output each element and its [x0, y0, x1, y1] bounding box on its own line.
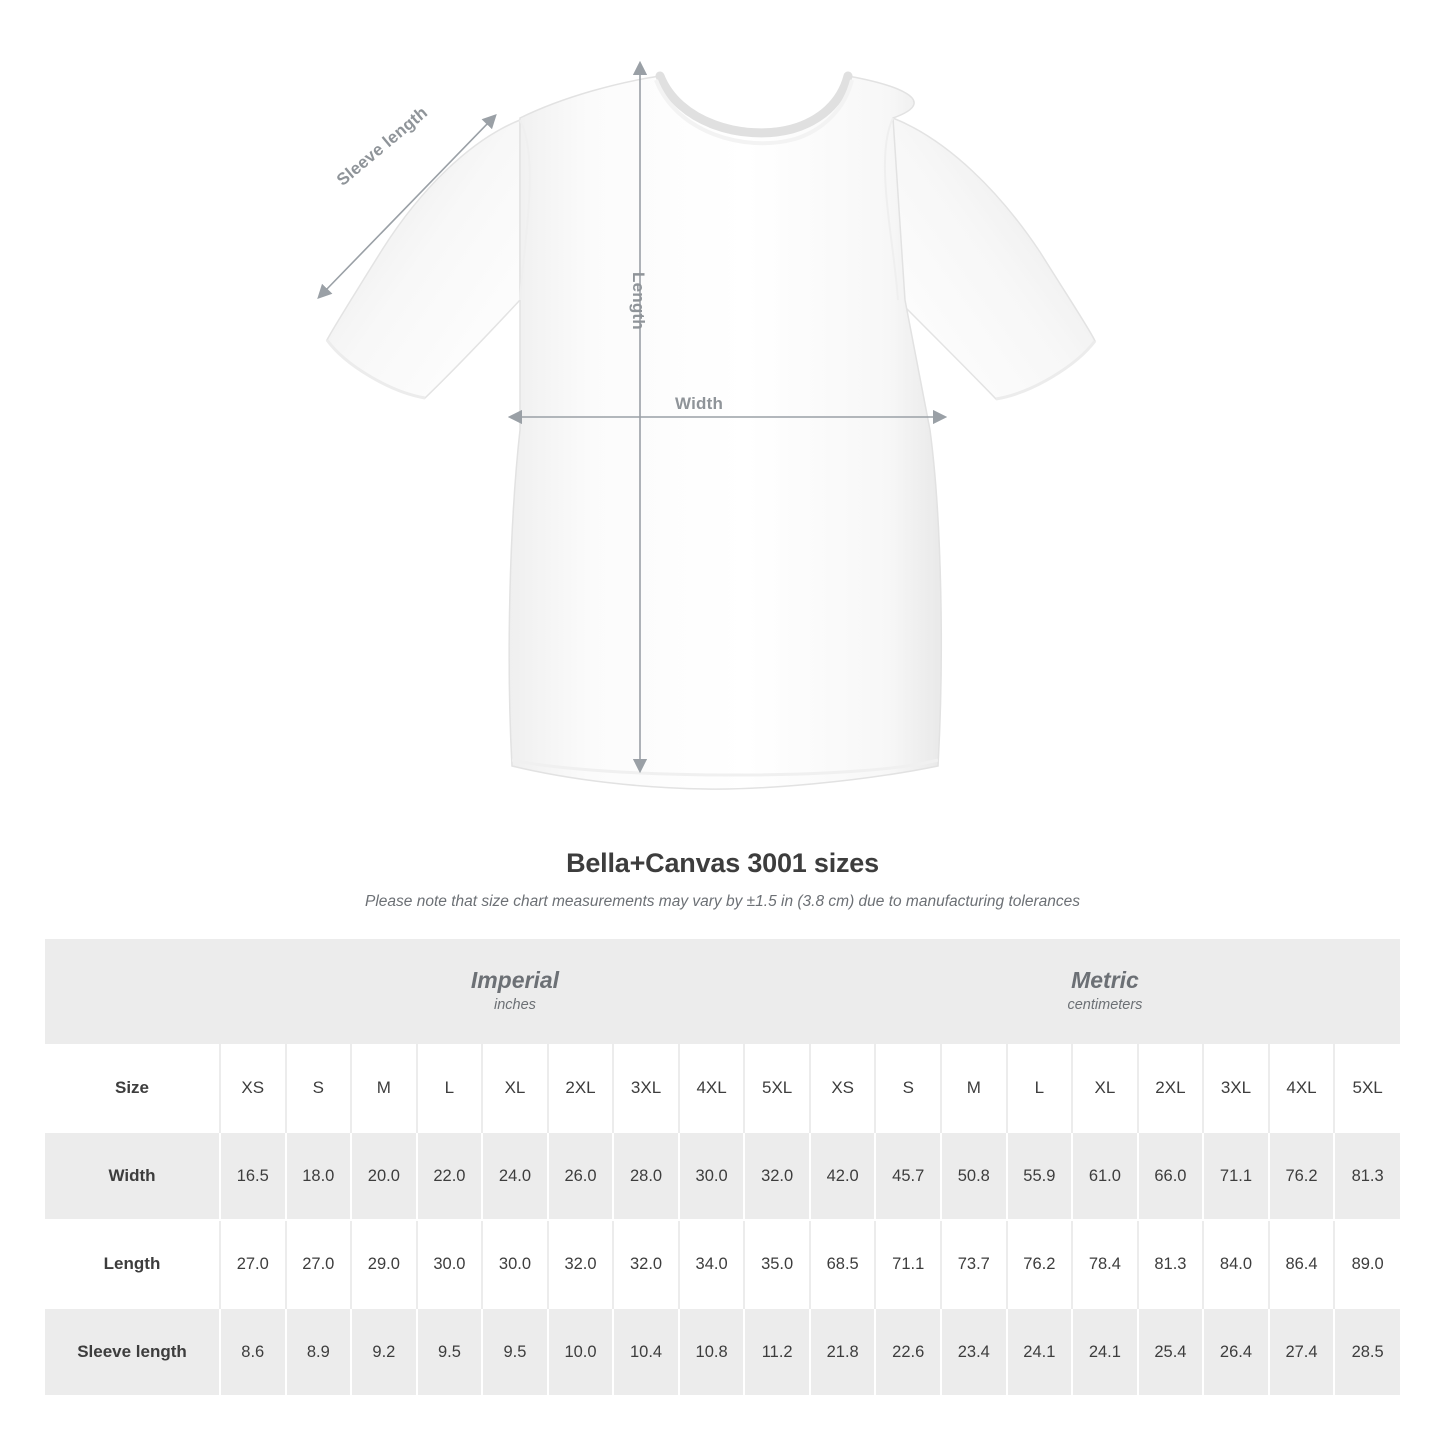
cell-width: 61.0	[1072, 1132, 1138, 1220]
unit-group-imperial	[220, 939, 810, 1044]
cell-length: 78.4	[1072, 1220, 1138, 1308]
cell-sleeve: 9.5	[417, 1308, 483, 1395]
table-row	[45, 1220, 1400, 1308]
size-col-header: 4XL	[679, 1044, 745, 1132]
size-col-header: S	[875, 1044, 941, 1132]
size-col-header: XL	[482, 1044, 548, 1132]
cell-length: 86.4	[1269, 1220, 1335, 1308]
size-col-header: M	[351, 1044, 417, 1132]
cell-length: 27.0	[286, 1220, 352, 1308]
length-label: Length	[629, 272, 648, 330]
cell-sleeve: 28.5	[1334, 1308, 1400, 1395]
tshirt-shape	[327, 76, 1095, 789]
size-header-row	[45, 1044, 1400, 1132]
size-col-header: 3XL	[613, 1044, 679, 1132]
cell-sleeve: 10.8	[679, 1308, 745, 1395]
cell-width: 26.0	[548, 1132, 614, 1220]
cell-width: 45.7	[875, 1132, 941, 1220]
cell-sleeve: 10.0	[548, 1308, 614, 1395]
size-col-header: 5XL	[744, 1044, 810, 1132]
unit-group-imperial-name: Imperial	[470, 966, 560, 993]
cell-length: 34.0	[679, 1220, 745, 1308]
size-col-header: L	[417, 1044, 483, 1132]
cell-width: 28.0	[613, 1132, 679, 1220]
cell-sleeve: 8.9	[286, 1308, 352, 1395]
size-col-header: S	[286, 1044, 352, 1132]
cell-length: 71.1	[875, 1220, 941, 1308]
cell-length: 76.2	[1007, 1220, 1073, 1308]
unit-group-metric	[810, 939, 1400, 1044]
row-header-length: Length	[45, 1220, 220, 1308]
cell-width: 20.0	[351, 1132, 417, 1220]
cell-length: 30.0	[417, 1220, 483, 1308]
cell-width: 55.9	[1007, 1132, 1073, 1220]
table-row	[45, 1132, 1400, 1220]
cell-length: 68.5	[810, 1220, 876, 1308]
unit-group-metric-name: Metric	[1071, 966, 1139, 993]
size-col-header: 2XL	[1138, 1044, 1204, 1132]
size-col-header: XS	[810, 1044, 876, 1132]
cell-sleeve: 10.4	[613, 1308, 679, 1395]
cell-sleeve: 22.6	[875, 1308, 941, 1395]
cell-width: 18.0	[286, 1132, 352, 1220]
cell-sleeve: 9.2	[351, 1308, 417, 1395]
unit-header-row	[45, 939, 1400, 1044]
unit-group-metric-sub: centimeters	[1067, 997, 1143, 1014]
row-header-width: Width	[45, 1132, 220, 1220]
size-col-header: 4XL	[1269, 1044, 1335, 1132]
size-col-header: 5XL	[1334, 1044, 1400, 1132]
cell-width: 71.1	[1203, 1132, 1269, 1220]
cell-width: 50.8	[941, 1132, 1007, 1220]
size-col-header: M	[941, 1044, 1007, 1132]
cell-sleeve: 21.8	[810, 1308, 876, 1395]
cell-length: 84.0	[1203, 1220, 1269, 1308]
title-block	[0, 848, 1445, 911]
cell-width: 24.0	[482, 1132, 548, 1220]
cell-sleeve: 26.4	[1203, 1308, 1269, 1395]
tolerance-note: Please note that size chart measurements may vary by ±1.5 in (3.8 cm) due to manufacturing tolerances	[365, 893, 1080, 910]
table-row	[45, 1308, 1400, 1395]
cell-width: 16.5	[220, 1132, 286, 1220]
cell-width: 76.2	[1269, 1132, 1335, 1220]
cell-length: 81.3	[1138, 1220, 1204, 1308]
row-header-sleeve-length: Sleeve length	[45, 1308, 220, 1395]
size-col-header: XS	[220, 1044, 286, 1132]
page-title: Bella+Canvas 3001 sizes	[566, 848, 879, 878]
cell-sleeve: 25.4	[1138, 1308, 1204, 1395]
cell-sleeve: 23.4	[941, 1308, 1007, 1395]
cell-length: 29.0	[351, 1220, 417, 1308]
unit-group-imperial-sub: inches	[494, 997, 536, 1014]
size-col-header: 3XL	[1203, 1044, 1269, 1132]
cell-sleeve: 8.6	[220, 1308, 286, 1395]
cell-sleeve: 9.5	[482, 1308, 548, 1395]
cell-sleeve: 11.2	[744, 1308, 810, 1395]
cell-length: 27.0	[220, 1220, 286, 1308]
cell-length: 32.0	[548, 1220, 614, 1308]
sleeve-length-label: Sleeve length	[333, 102, 432, 190]
cell-sleeve: 27.4	[1269, 1308, 1335, 1395]
cell-length: 32.0	[613, 1220, 679, 1308]
cell-width: 66.0	[1138, 1132, 1204, 1220]
cell-sleeve: 24.1	[1072, 1308, 1138, 1395]
size-col-header: 2XL	[548, 1044, 614, 1132]
size-table-wrapper	[45, 939, 1400, 1395]
column-header-size: Size	[45, 1044, 220, 1132]
cell-length: 89.0	[1334, 1220, 1400, 1308]
cell-sleeve: 24.1	[1007, 1308, 1073, 1395]
width-label: Width	[675, 394, 724, 413]
cell-length: 73.7	[941, 1220, 1007, 1308]
cell-width: 30.0	[679, 1132, 745, 1220]
size-col-header: XL	[1072, 1044, 1138, 1132]
cell-width: 42.0	[810, 1132, 876, 1220]
size-col-header: L	[1007, 1044, 1073, 1132]
cell-width: 22.0	[417, 1132, 483, 1220]
unit-header-spacer	[45, 939, 220, 1044]
cell-width: 81.3	[1334, 1132, 1400, 1220]
cell-length: 30.0	[482, 1220, 548, 1308]
cell-length: 35.0	[744, 1220, 810, 1308]
cell-width: 32.0	[744, 1132, 810, 1220]
size-table	[45, 939, 1400, 1395]
